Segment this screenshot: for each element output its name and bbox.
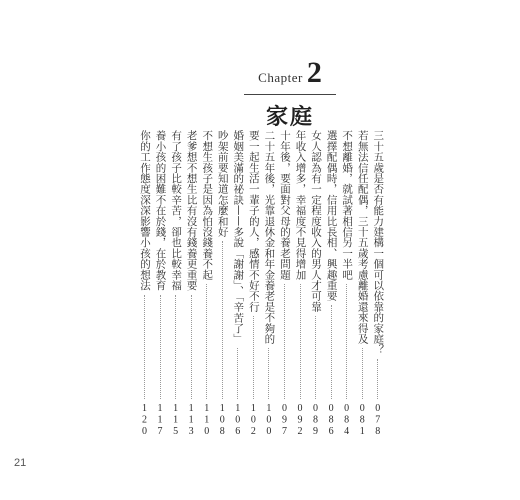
toc-leader-dots	[315, 316, 317, 399]
toc-leader-dots	[377, 359, 379, 399]
table-of-contents	[138, 130, 385, 442]
toc-entry-title: 吵架前要知道怎麼和好	[216, 130, 229, 237]
toc-entry-page: 097	[278, 403, 290, 438]
toc-entry-title: 十年後，要面對父母的養老問題	[278, 130, 291, 280]
toc-leader-dots	[346, 284, 348, 399]
toc-entry[interactable]	[169, 130, 182, 442]
toc-entry[interactable]	[154, 130, 167, 442]
toc-entry-title: 女人認為有一定程度收入的男人才可靠	[310, 130, 323, 312]
toc-entry[interactable]	[325, 130, 338, 442]
toc-leader-dots	[362, 348, 364, 399]
toc-entry-page: 120	[139, 403, 150, 438]
toc-entry[interactable]	[278, 130, 291, 442]
toc-entry-page: 092	[294, 403, 306, 438]
chapter-title: 家庭	[265, 105, 314, 130]
toc-entry[interactable]	[200, 130, 213, 442]
toc-entry-page: 086	[325, 403, 337, 438]
toc-leader-dots	[144, 295, 146, 400]
toc-entry[interactable]	[309, 130, 322, 442]
toc-leader-dots	[253, 316, 255, 399]
toc-leader-dots	[331, 305, 333, 399]
toc-entry[interactable]	[371, 130, 384, 442]
toc-entry-title: 要一起生活一輩子的人，感情不好不行	[247, 130, 260, 312]
toc-entry-page: 117	[154, 403, 166, 438]
toc-leader-dots	[175, 295, 177, 400]
page-number: 21	[14, 457, 27, 469]
toc-leader-dots	[206, 284, 208, 399]
toc-entry[interactable]	[231, 130, 244, 442]
toc-entry[interactable]	[216, 130, 229, 442]
chapter-number: 2	[306, 56, 322, 89]
toc-leader-dots	[268, 348, 270, 399]
toc-entry-page: 089	[310, 403, 322, 438]
toc-entry-page: 110	[201, 403, 213, 438]
toc-entry-title: 不想生孩子是因為怕沒錢養不起	[201, 130, 214, 280]
toc-entry[interactable]	[262, 130, 275, 442]
toc-entry-title: 婚姻美滿的祕訣——多說「謝謝」、「辛苦了」	[232, 130, 245, 345]
toc-leader-dots	[237, 348, 239, 399]
toc-entry-title: 二十五年後，光靠退休金和年金養老是不夠的	[263, 130, 276, 344]
toc-leader-dots	[222, 241, 224, 399]
toc-entry[interactable]	[340, 130, 353, 442]
chapter-label: Chapter	[258, 70, 303, 85]
chapter-heading	[240, 58, 340, 88]
toc-entry[interactable]	[185, 130, 198, 442]
toc-entry-page: 113	[185, 403, 197, 438]
toc-leader-dots	[284, 284, 286, 399]
toc-entry-title: 老爹想不想生比有沒有錢養更重要	[185, 130, 198, 291]
toc-entry-title: 年收入增多，幸福度不見得增加	[294, 130, 307, 280]
toc-leader-dots	[300, 284, 302, 399]
toc-entry-page: 102	[247, 403, 259, 438]
toc-entry-page: 078	[372, 403, 384, 438]
toc-entry-title: 你的工作態度深深影響小孩的想法	[139, 130, 151, 291]
toc-entry-page: 081	[356, 403, 368, 438]
toc-entry[interactable]	[356, 130, 369, 442]
toc-leader-dots	[191, 295, 193, 400]
chapter-divider	[244, 94, 336, 95]
toc-entry-page: 106	[232, 403, 244, 438]
toc-entry-page: 100	[263, 403, 275, 438]
toc-entry[interactable]	[294, 130, 307, 442]
toc-entry-title: 不想離婚，就試著相信另一半吧	[341, 130, 354, 280]
toc-entry-page: 084	[341, 403, 353, 438]
toc-entry-title: 有了孩子比較辛苦，卻也比較幸福	[170, 130, 183, 291]
toc-entry-page: 108	[216, 403, 228, 438]
toc-entry[interactable]	[138, 130, 151, 442]
toc-entry[interactable]	[247, 130, 260, 442]
toc-entry-title: 若無法信任配偶，三十五歲考慮離婚還來得及	[356, 130, 369, 344]
toc-entry-title: 三十五歲是否有能力建構一個可以依靠的家庭？	[372, 130, 385, 355]
toc-entry-title: 選擇配偶時，信用比長相、興趣重要	[325, 130, 338, 302]
toc-entry-page: 115	[170, 403, 182, 438]
toc-leader-dots	[160, 295, 162, 400]
toc-entry-title: 養小孩的困難不在於錢，在於教育	[154, 130, 167, 291]
